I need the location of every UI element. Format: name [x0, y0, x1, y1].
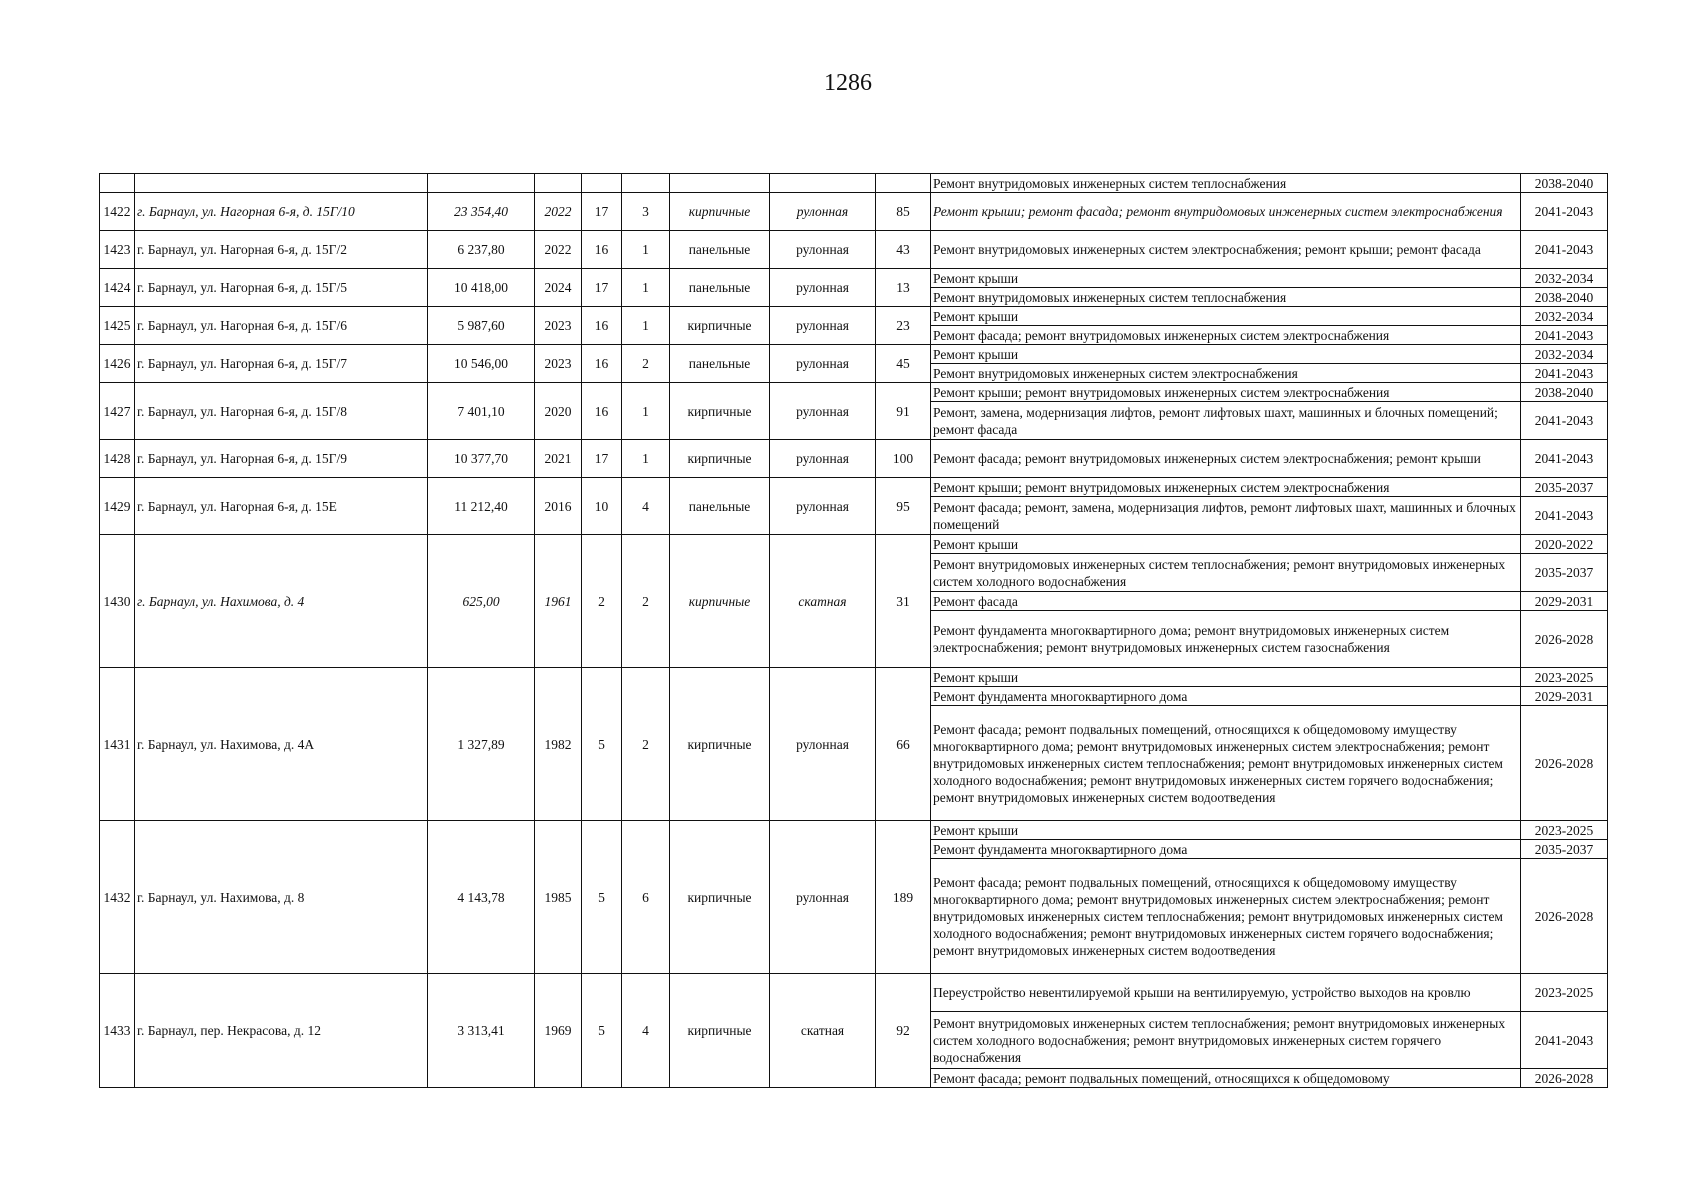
floors-cell: 17	[582, 440, 622, 478]
area-cell: 625,00	[428, 535, 535, 668]
work-description: Ремонт фасада; ремонт подвальных помещений, относящихся к общедомовому имуществу многоквартирного дома; ремонт внутридомовых инженерных систем электроснабжения; ремонт внутридомовых инженерных систем теплоснабжения; ремонт внутридомовых инженерных систем холодного водоснабжения; ремонт внутридомовых инженерных систем горячего водоснабжения; ремонт внутридомовых инженерных систем водоотведения	[931, 706, 1521, 821]
address-cell: г. Барнаул, ул. Нагорная 6-я, д. 15Г/9	[135, 440, 428, 478]
floors-cell: 16	[582, 345, 622, 383]
entrances-cell: 4	[622, 478, 670, 535]
floors-cell: 16	[582, 231, 622, 269]
work-period: 2041-2043	[1521, 364, 1608, 383]
walls-material-cell: кирпичные	[670, 974, 770, 1088]
walls-material-cell: кирпичные	[670, 535, 770, 668]
work-description: Ремонт внутридомовых инженерных систем электроснабжения; ремонт крыши; ремонт фасада	[931, 231, 1521, 269]
table-row	[100, 440, 1608, 478]
entrances-cell: 2	[622, 345, 670, 383]
address-cell: г. Барнаул, ул. Нахимова, д. 8	[135, 821, 428, 974]
work-description: Ремонт крыши	[931, 307, 1521, 326]
work-description: Ремонт фундамента многоквартирного дома	[931, 840, 1521, 859]
year-cell: 2024	[535, 269, 582, 307]
work-period: 2041-2043	[1521, 497, 1608, 535]
area-cell: 11 212,40	[428, 478, 535, 535]
work-period: 2032-2034	[1521, 307, 1608, 326]
table-row	[100, 269, 1608, 288]
score-cell: 66	[876, 668, 931, 821]
score-cell: 85	[876, 193, 931, 231]
work-period: 2026-2028	[1521, 611, 1608, 668]
work-period: 2023-2025	[1521, 821, 1608, 840]
area-cell: 23 354,40	[428, 193, 535, 231]
walls-material-cell: кирпичные	[670, 440, 770, 478]
table-row	[100, 193, 1608, 231]
work-period: 2035-2037	[1521, 840, 1608, 859]
work-description: Ремонт фундамента многоквартирного дома	[931, 687, 1521, 706]
work-description: Ремонт фасада; ремонт внутридомовых инженерных систем электроснабжения; ремонт крыши	[931, 440, 1521, 478]
area-cell: 7 401,10	[428, 383, 535, 440]
table-row	[100, 974, 1608, 1012]
address-cell: г. Барнаул, ул. Нагорная 6-я, д. 15Е	[135, 478, 428, 535]
area-cell: 10 418,00	[428, 269, 535, 307]
entrances-cell: 1	[622, 269, 670, 307]
entrances-cell: 1	[622, 231, 670, 269]
work-period: 2038-2040	[1521, 383, 1608, 402]
entrances-cell: 1	[622, 440, 670, 478]
empty-cell	[670, 174, 770, 193]
table-body	[100, 174, 1608, 1088]
floors-cell: 2	[582, 535, 622, 668]
score-cell: 13	[876, 269, 931, 307]
work-description: Ремонт крыши	[931, 345, 1521, 364]
year-cell: 1982	[535, 668, 582, 821]
year-cell: 2022	[535, 231, 582, 269]
work-description: Ремонт крыши; ремонт фасада; ремонт внутридомовых инженерных систем электроснабжения	[931, 193, 1521, 231]
work-period: 2032-2034	[1521, 345, 1608, 364]
area-cell: 6 237,80	[428, 231, 535, 269]
empty-cell	[770, 174, 876, 193]
roof-type-cell: рулонная	[770, 440, 876, 478]
continued-row	[100, 174, 1608, 193]
area-cell: 1 327,89	[428, 668, 535, 821]
work-period: 2035-2037	[1521, 478, 1608, 497]
year-cell: 2023	[535, 307, 582, 345]
record-number: 1426	[100, 345, 135, 383]
score-cell: 100	[876, 440, 931, 478]
score-cell: 43	[876, 231, 931, 269]
floors-cell: 5	[582, 821, 622, 974]
roof-type-cell: рулонная	[770, 345, 876, 383]
table-row	[100, 345, 1608, 364]
work-description: Переустройство невентилируемой крыши на вентилируемую, устройство выходов на кровлю	[931, 974, 1521, 1012]
year-cell: 1969	[535, 974, 582, 1088]
score-cell: 189	[876, 821, 931, 974]
entrances-cell: 2	[622, 668, 670, 821]
roof-type-cell: рулонная	[770, 668, 876, 821]
score-cell: 95	[876, 478, 931, 535]
empty-cell	[876, 174, 931, 193]
year-cell: 2023	[535, 345, 582, 383]
work-period: 2029-2031	[1521, 592, 1608, 611]
work-description: Ремонт внутридомовых инженерных систем электроснабжения	[931, 364, 1521, 383]
address-cell: г. Барнаул, ул. Нагорная 6-я, д. 15Г/8	[135, 383, 428, 440]
table-row	[100, 535, 1608, 554]
walls-material-cell: панельные	[670, 231, 770, 269]
entrances-cell: 1	[622, 307, 670, 345]
work-description: Ремонт внутридомовых инженерных систем теплоснабжения; ремонт внутридомовых инженерных систем холодного водоснабжения; ремонт внутридомовых инженерных систем горячего водоснабжения	[931, 1012, 1521, 1069]
address-cell: г. Барнаул, ул. Нахимова, д. 4	[135, 535, 428, 668]
work-period: 2023-2025	[1521, 974, 1608, 1012]
work-period: 2038-2040	[1521, 288, 1608, 307]
score-cell: 92	[876, 974, 931, 1088]
work-period: 2041-2043	[1521, 231, 1608, 269]
area-cell: 10 377,70	[428, 440, 535, 478]
walls-material-cell: кирпичные	[670, 668, 770, 821]
work-description: Ремонт фасада	[931, 592, 1521, 611]
address-cell: г. Барнаул, ул. Нагорная 6-я, д. 15Г/10	[135, 193, 428, 231]
work-description: Ремонт крыши	[931, 821, 1521, 840]
roof-type-cell: рулонная	[770, 307, 876, 345]
work-period: 2041-2043	[1521, 440, 1608, 478]
entrances-cell: 3	[622, 193, 670, 231]
empty-cell	[622, 174, 670, 193]
work-description: Ремонт крыши; ремонт внутридомовых инженерных систем электроснабжения	[931, 478, 1521, 497]
record-number: 1429	[100, 478, 135, 535]
table-row	[100, 231, 1608, 269]
record-number: 1425	[100, 307, 135, 345]
year-cell: 1985	[535, 821, 582, 974]
table-row	[100, 307, 1608, 326]
floors-cell: 17	[582, 269, 622, 307]
record-number: 1430	[100, 535, 135, 668]
work-period: 2041-2043	[1521, 402, 1608, 440]
empty-cell	[582, 174, 622, 193]
work-period: 2023-2025	[1521, 668, 1608, 687]
roof-type-cell: скатная	[770, 974, 876, 1088]
walls-material-cell: кирпичные	[670, 821, 770, 974]
floors-cell: 5	[582, 974, 622, 1088]
table-row	[100, 383, 1608, 402]
roof-type-cell: скатная	[770, 535, 876, 668]
capital-repair-table	[99, 173, 1608, 1088]
work-period: 2029-2031	[1521, 687, 1608, 706]
work-description: Ремонт крыши	[931, 535, 1521, 554]
roof-type-cell: рулонная	[770, 478, 876, 535]
floors-cell: 16	[582, 383, 622, 440]
entrances-cell: 1	[622, 383, 670, 440]
work-period: 2026-2028	[1521, 1069, 1608, 1088]
table-row	[100, 668, 1608, 687]
walls-material-cell: кирпичные	[670, 193, 770, 231]
record-number: 1428	[100, 440, 135, 478]
floors-cell: 10	[582, 478, 622, 535]
table-row	[100, 821, 1608, 840]
record-number: 1423	[100, 231, 135, 269]
table-row	[100, 478, 1608, 497]
empty-cell	[135, 174, 428, 193]
roof-type-cell: рулонная	[770, 821, 876, 974]
score-cell: 91	[876, 383, 931, 440]
year-cell: 1961	[535, 535, 582, 668]
work-description: Ремонт крыши; ремонт внутридомовых инженерных систем электроснабжения	[931, 383, 1521, 402]
address-cell: г. Барнаул, пер. Некрасова, д. 12	[135, 974, 428, 1088]
work-description: Ремонт фундамента многоквартирного дома; ремонт внутридомовых инженерных систем электроснабжения; ремонт внутридомовых инженерных систем газоснабжения	[931, 611, 1521, 668]
walls-material-cell: панельные	[670, 269, 770, 307]
empty-cell	[428, 174, 535, 193]
roof-type-cell: рулонная	[770, 231, 876, 269]
score-cell: 45	[876, 345, 931, 383]
floors-cell: 5	[582, 668, 622, 821]
score-cell: 31	[876, 535, 931, 668]
address-cell: г. Барнаул, ул. Нагорная 6-я, д. 15Г/5	[135, 269, 428, 307]
work-description: Ремонт крыши	[931, 269, 1521, 288]
work-description: Ремонт внутридомовых инженерных систем теплоснабжения; ремонт внутридомовых инженерных систем холодного водоснабжения	[931, 554, 1521, 592]
walls-material-cell: кирпичные	[670, 383, 770, 440]
entrances-cell: 2	[622, 535, 670, 668]
area-cell: 4 143,78	[428, 821, 535, 974]
record-number: 1431	[100, 668, 135, 821]
record-number: 1427	[100, 383, 135, 440]
score-cell: 23	[876, 307, 931, 345]
work-description: Ремонт, замена, модернизация лифтов, ремонт лифтовых шахт, машинных и блочных помещений; ремонт фасада	[931, 402, 1521, 440]
floors-cell: 17	[582, 193, 622, 231]
address-cell: г. Барнаул, ул. Нагорная 6-я, д. 15Г/6	[135, 307, 428, 345]
year-cell: 2020	[535, 383, 582, 440]
roof-type-cell: рулонная	[770, 383, 876, 440]
address-cell: г. Барнаул, ул. Нагорная 6-я, д. 15Г/2	[135, 231, 428, 269]
record-number: 1422	[100, 193, 135, 231]
record-number: 1432	[100, 821, 135, 974]
work-description: Ремонт крыши	[931, 668, 1521, 687]
walls-material-cell: панельные	[670, 345, 770, 383]
year-cell: 2021	[535, 440, 582, 478]
entrances-cell: 4	[622, 974, 670, 1088]
work-period: 2041-2043	[1521, 326, 1608, 345]
floors-cell: 16	[582, 307, 622, 345]
walls-material-cell: панельные	[670, 478, 770, 535]
work-description: Ремонт фасада; ремонт, замена, модернизация лифтов, ремонт лифтовых шахт, машинных и блочных помещений	[931, 497, 1521, 535]
record-number: 1424	[100, 269, 135, 307]
work-period: 2020-2022	[1521, 535, 1608, 554]
work-period: 2035-2037	[1521, 554, 1608, 592]
work-description: Ремонт внутридомовых инженерных систем теплоснабжения	[931, 174, 1521, 193]
year-cell: 2016	[535, 478, 582, 535]
work-description: Ремонт фасада; ремонт подвальных помещений, относящихся к общедомовому	[931, 1069, 1521, 1088]
work-period: 2026-2028	[1521, 859, 1608, 974]
roof-type-cell: рулонная	[770, 193, 876, 231]
roof-type-cell: рулонная	[770, 269, 876, 307]
work-period: 2026-2028	[1521, 706, 1608, 821]
work-description: Ремонт фасада; ремонт внутридомовых инженерных систем электроснабжения	[931, 326, 1521, 345]
year-cell: 2022	[535, 193, 582, 231]
area-cell: 10 546,00	[428, 345, 535, 383]
area-cell: 3 313,41	[428, 974, 535, 1088]
empty-cell	[100, 174, 135, 193]
work-period: 2032-2034	[1521, 269, 1608, 288]
empty-cell	[535, 174, 582, 193]
address-cell: г. Барнаул, ул. Нагорная 6-я, д. 15Г/7	[135, 345, 428, 383]
walls-material-cell: кирпичные	[670, 307, 770, 345]
work-period: 2038-2040	[1521, 174, 1608, 193]
page-number: 1286	[824, 70, 872, 96]
work-period: 2041-2043	[1521, 1012, 1608, 1069]
record-number: 1433	[100, 974, 135, 1088]
work-period: 2041-2043	[1521, 193, 1608, 231]
work-description: Ремонт внутридомовых инженерных систем теплоснабжения	[931, 288, 1521, 307]
area-cell: 5 987,60	[428, 307, 535, 345]
work-description: Ремонт фасада; ремонт подвальных помещений, относящихся к общедомовому имуществу многоквартирного дома; ремонт внутридомовых инженерных систем электроснабжения; ремонт внутридомовых инженерных систем теплоснабжения; ремонт внутридомовых инженерных систем холодного водоснабжения; ремонт внутридомовых инженерных систем горячего водоснабжения; ремонт внутридомовых инженерных систем водоотведения	[931, 859, 1521, 974]
address-cell: г. Барнаул, ул. Нахимова, д. 4А	[135, 668, 428, 821]
entrances-cell: 6	[622, 821, 670, 974]
